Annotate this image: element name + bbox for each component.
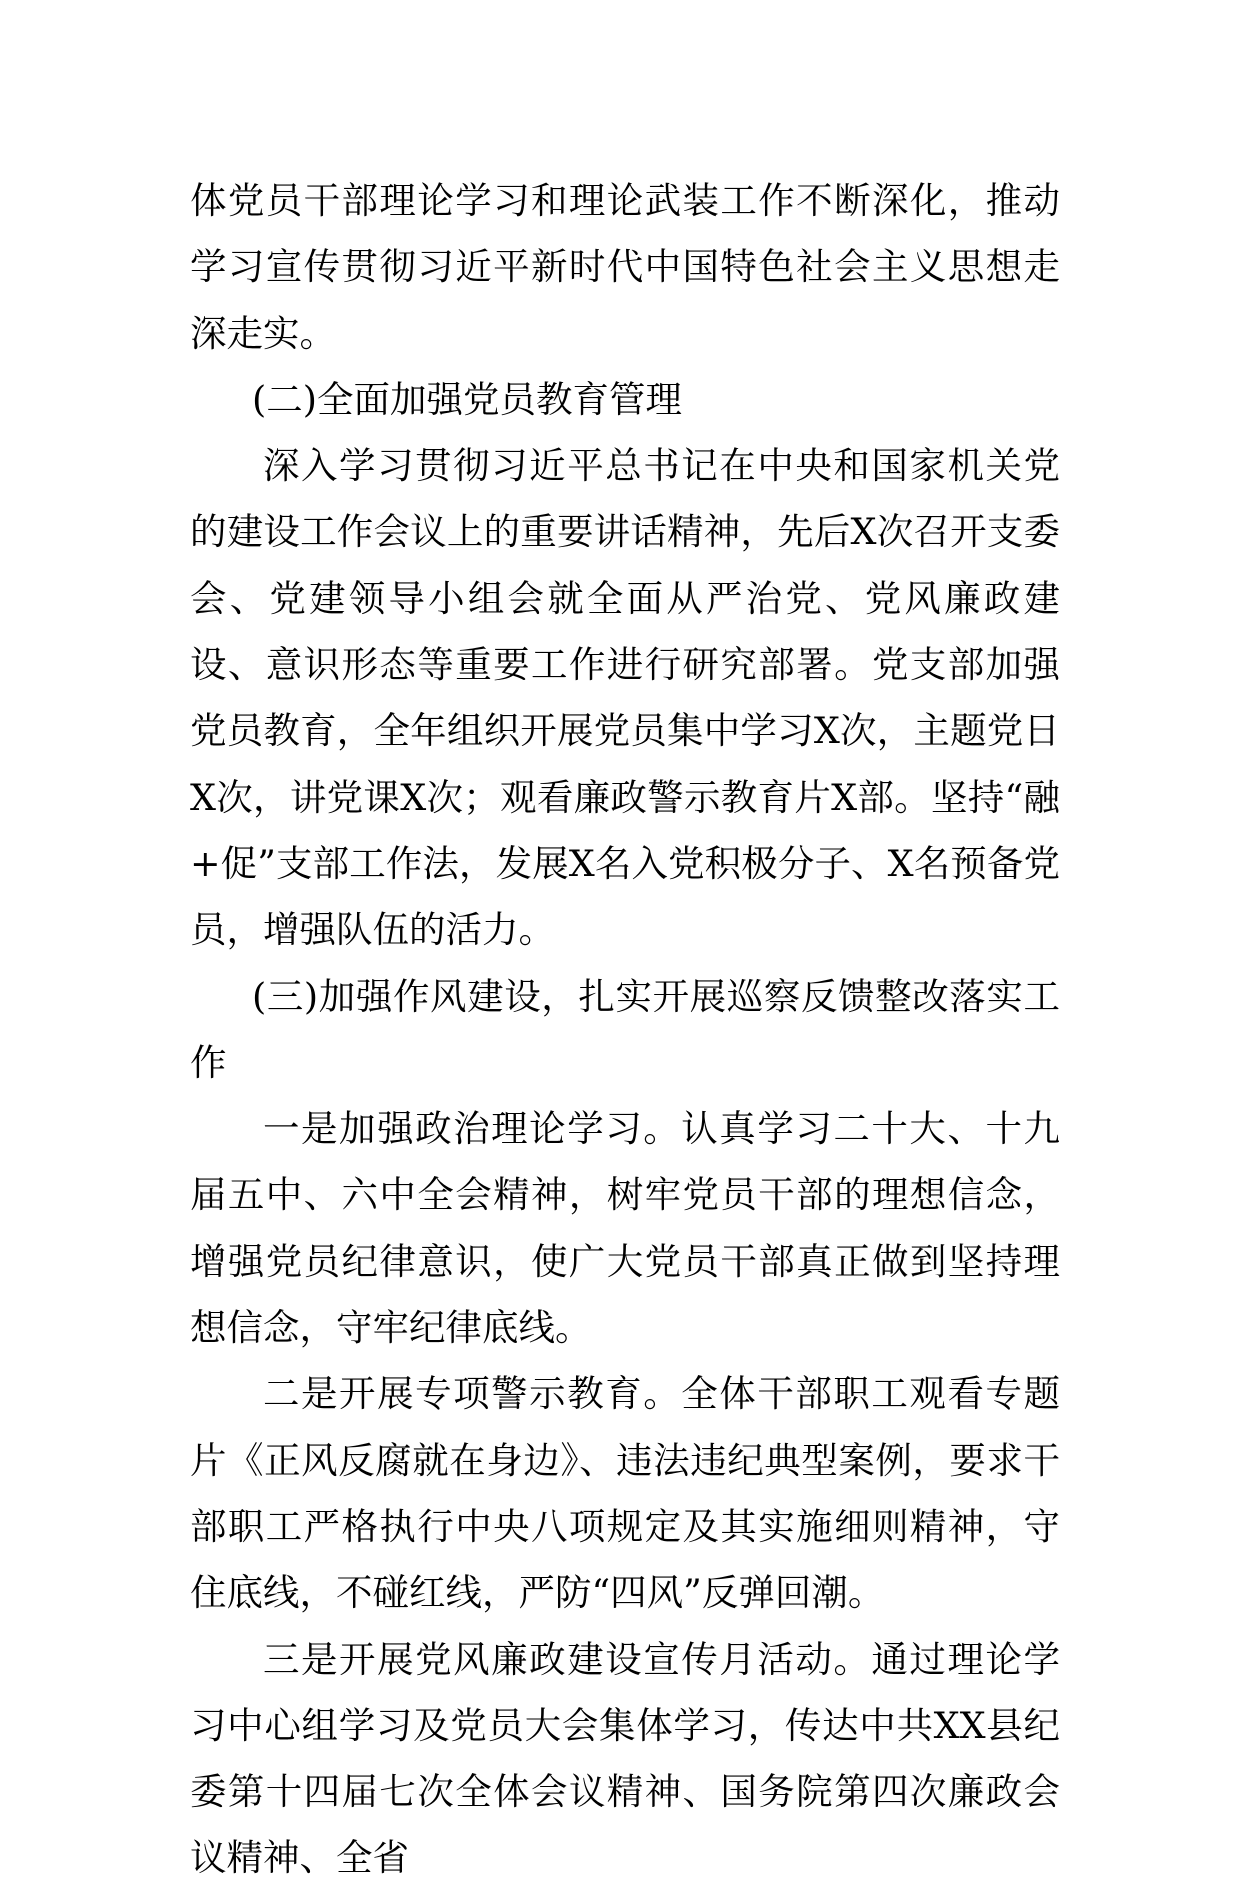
section-heading-3: (三)加强作风建设，扎实开展巡察反馈整改落实工作: [190, 974, 1060, 1084]
document-body: [190, 168, 1060, 1892]
section-heading-2: (二)全面加强党员教育管理: [252, 377, 682, 421]
paragraph-party-education: 深入学习贯彻习近平总书记在中央和国家机关党的建设工作会议上的重要讲话精神，先后X次召开支委会、党建领导小组会就全面从严治党、党风廉政建设、意识形态等重要工作进行研究部署。党支部加强党员教育，全年组织开展党员集中学习X次，主题党日X次，讲党课X次；观看廉政警示教育片X部。坚持“融+促”支部工作法，发展X名入党积极分子、X名预备党员，增强队伍的活力。: [190, 444, 1060, 952]
paragraph-theory-study: 一是加强政治理论学习。认真学习二十大、十九届五中、六中全会精神，树牢党员干部的理想信念，增强党员纪律意识，使广大党员干部真正做到坚持理想信念，守牢纪律底线。: [190, 1107, 1060, 1350]
paragraph-integrity-month: 三是开展党风廉政建设宣传月活动。通过理论学习中心组学习及党员大会集体学习，传达中共XX县纪委第十四届七次全体会议精神、国务院第四次廉政会议精神、全省: [190, 1637, 1060, 1880]
paragraph-warning-education: 二是开展专项警示教育。全体干部职工观看专题片《正风反腐就在身边》、违法违纪典型案例，要求干部职工严格执行中央八项规定及其实施细则精神，守住底线，不碰红线，严防“四风”反弹回潮。: [190, 1372, 1060, 1615]
paragraph-continuation: 体党员干部理论学习和理论武装工作不断深化，推动学习宣传贯彻习近平新时代中国特色社会主义思想走深走实。: [190, 179, 1060, 355]
